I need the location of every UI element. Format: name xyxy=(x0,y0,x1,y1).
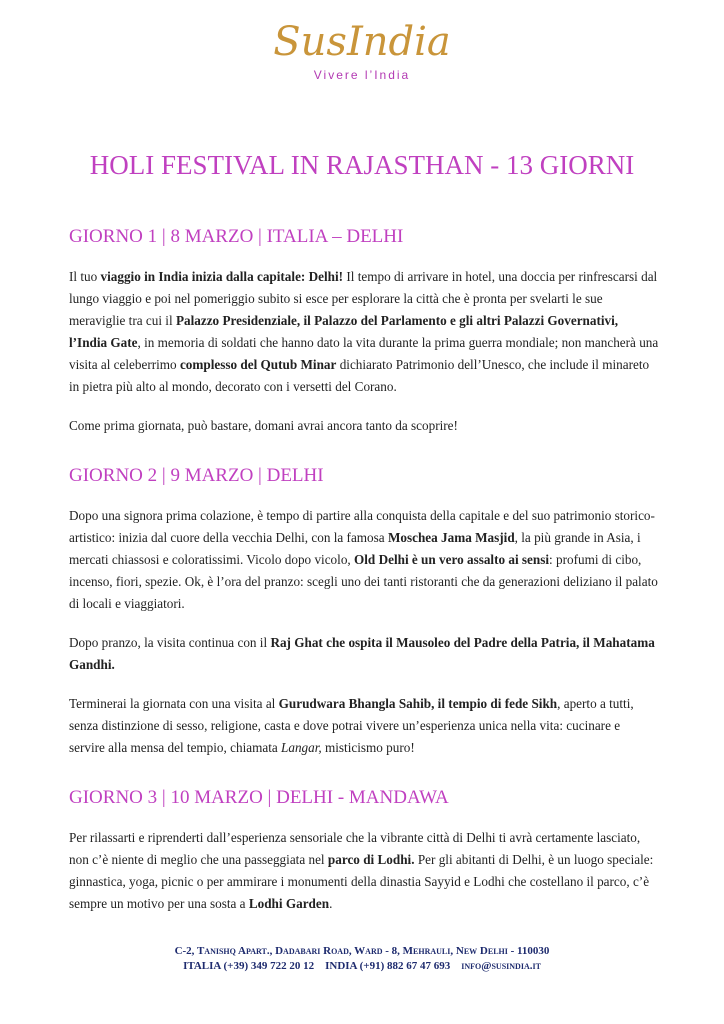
text-run: dichiarato Patrimonio dell’Unesco, che include il minareto in pietra più alto al mondo, decorato con i versetti del Corano. xyxy=(69,357,650,394)
bold-text: Lodhi Garden xyxy=(248,896,330,911)
footer-phone-india: INDIA (+91) 882 67 47 693 xyxy=(325,960,451,972)
text-run: Dopo pranzo, la visita continua con il xyxy=(69,635,271,650)
text-run: Per rilassarti e riprenderti dall’esperienza sensoriale che la vibrante città di Delhi ti avrà certamente lasciato, non c’è niente di meglio che una passeggiata nel xyxy=(69,830,641,867)
text-run: Terminerai la giornata con una visita al xyxy=(69,696,279,711)
itinerary-content xyxy=(69,226,659,932)
italic-text: Langar, xyxy=(281,740,322,755)
bold-text: Raj Ghat che ospita il Mausoleo del Padre della Patria, il Mahatama Gandhi. xyxy=(69,635,655,672)
bold-text: complesso del Qutub Minar xyxy=(179,357,337,372)
text-run: Dopo una signora prima colazione, è tempo di partire alla conquista della capitale e del suo patrimonio storico-artistico: inizia dal cuore della vecchia Delhi, con la famosa xyxy=(69,508,655,545)
day-heading: GIORNO 1 | 8 MARZO | ITALIA – DELHI xyxy=(69,226,404,247)
footer-phone-italy: ITALIA (+39) 349 722 20 12 xyxy=(183,960,315,972)
day-heading: GIORNO 3 | 10 MARZO | DELHI - MANDAWA xyxy=(69,787,449,808)
footer-email[interactable]: info@susindia.it xyxy=(461,960,541,972)
text-run: Come prima giornata, può bastare, domani avrai ancora tanto da scoprire! xyxy=(69,418,458,433)
bold-text: Palazzo Presidenziale, il Palazzo del Parlamento e gli altri Palazzi Governativi, l’India Gate xyxy=(69,313,619,350)
text-run: Per gli abitanti di Delhi, è un luogo speciale: ginnastica, yoga, picnic o per ammirare i monumenti della dinastia Sayyid e Lodhi che costellano il parco, c’è sempre un motivo per una sosta a xyxy=(69,852,654,911)
text-run: , aperto a tutti, senza distinzione di sesso, religione, casta e dove potrai vivere un’esperienza unica nella vita: cucinare e servire alla mensa del tempio, chiamata xyxy=(69,696,634,755)
text-run: , in memoria di soldati che hanno dato la vita durante la prima guerra mondiale; non mancherà una visita al celeberrimo xyxy=(69,335,659,372)
text-run: : profumi di cibo, incenso, fiori, spezie. Ok, è l’ora del pranzo: scegli uno dei tanti ristoranti che da generazioni deliziano il palato di locali e viaggiatori. xyxy=(69,552,658,611)
bold-text: Gurudwara Bhangla Sahib, il tempio di fede Sikh xyxy=(278,696,558,711)
text-run: misticismo puro! xyxy=(321,740,415,755)
day-heading: GIORNO 2 | 9 MARZO | DELHI xyxy=(69,465,324,486)
bold-text: viaggio in India inizia dalla capitale: Delhi! xyxy=(100,269,344,284)
text-run: Il tuo xyxy=(69,269,101,284)
footer-address: C-2, Tanishq Apart., Dadabari Road, Ward - 8, Mehrauli, New Delhi - 110030 xyxy=(174,945,550,957)
bold-text: Old Delhi è un vero assalto ai sensi xyxy=(354,552,550,567)
text-run: Il tempo di arrivare in hotel, una doccia per rinfrescarsi dal lungo viaggio e poi nel pomeriggio subito si esce per esplorare la città che è pronta per svelarti le sue meraviglie tra cui il xyxy=(69,269,658,328)
footer xyxy=(0,944,724,974)
logo-wordmark: SusIndia xyxy=(273,19,451,65)
day-paragraph xyxy=(69,505,659,615)
page-title: HOLI FESTIVAL IN RAJASTHAN - 13 GIORNI xyxy=(89,150,635,180)
text-run: , la più grande in Asia, i mercati chiassosi e coloratissimi. Vicolo dopo vicolo, xyxy=(69,530,641,567)
logo-tagline: Vivere l’India xyxy=(313,68,411,82)
day-paragraph xyxy=(69,693,659,759)
bold-text: Moschea Jama Masjid xyxy=(387,530,515,545)
day-paragraph xyxy=(69,266,659,398)
bold-text: parco di Lodhi. xyxy=(327,852,415,867)
logo xyxy=(0,18,724,82)
day-paragraph xyxy=(69,415,659,437)
footer-contacts xyxy=(0,959,724,974)
text-run: . xyxy=(329,896,333,911)
day-paragraph xyxy=(69,827,659,915)
day-paragraph xyxy=(69,632,659,676)
